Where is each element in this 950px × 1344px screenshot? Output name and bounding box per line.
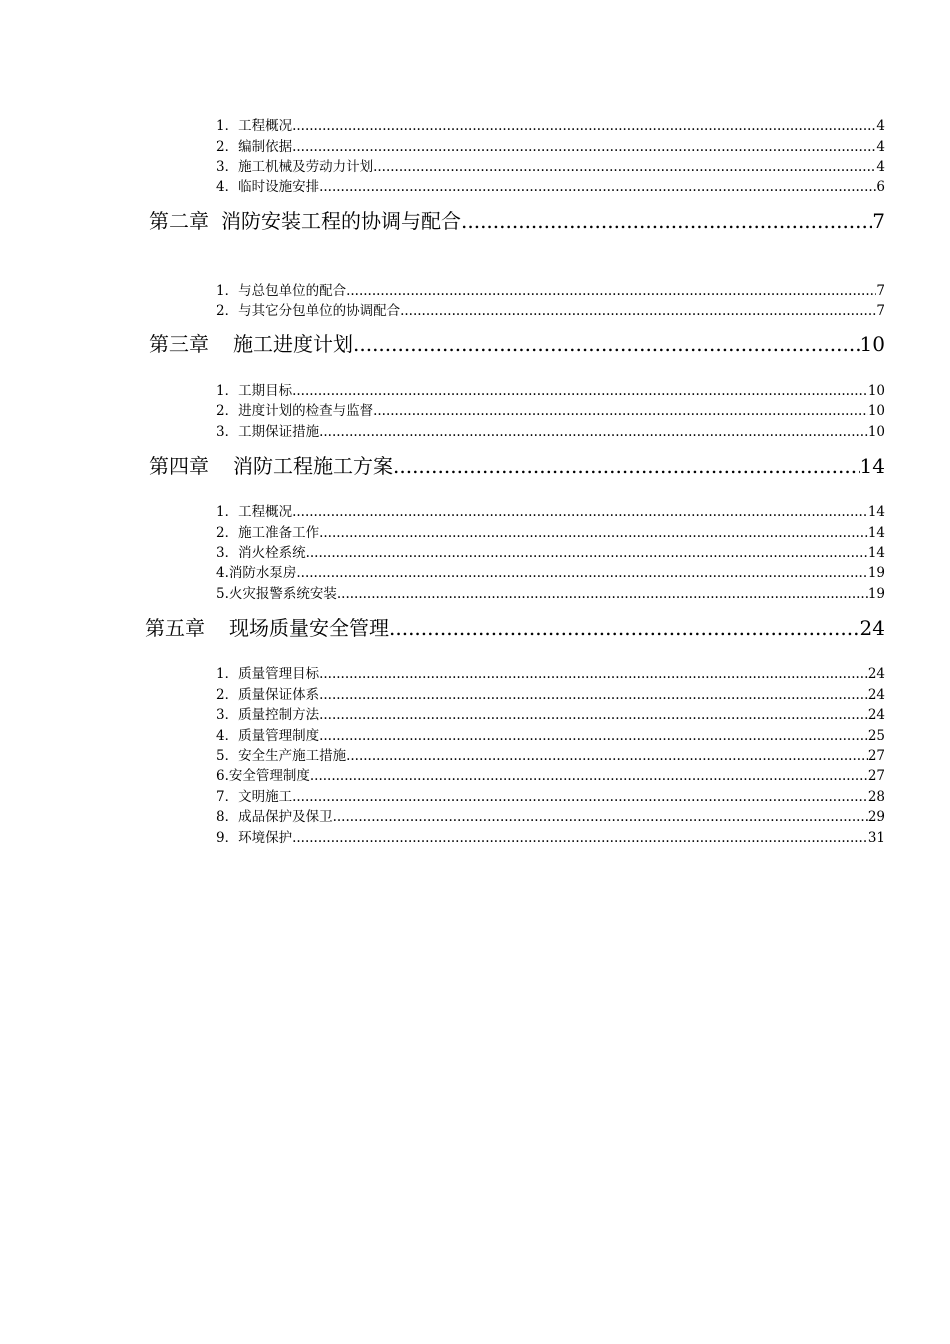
dot-leader <box>346 281 876 301</box>
toc-entry[interactable] <box>216 726 885 746</box>
toc-entry-number: 1． <box>216 383 239 399</box>
toc-entry-number: 5． <box>216 748 239 764</box>
toc-entry-number: 2． <box>216 303 239 319</box>
toc-entry-number: 7． <box>216 789 239 805</box>
dot-leader <box>319 664 868 684</box>
dot-leader <box>353 330 860 358</box>
toc-entry-page: 27 <box>867 748 885 764</box>
toc-entry-number: 2． <box>216 403 239 419</box>
toc-entry[interactable] <box>216 685 885 705</box>
dot-leader <box>292 137 876 157</box>
toc-entry[interactable] <box>216 705 885 725</box>
toc-chapter[interactable] <box>149 452 885 480</box>
chapter-page: 24 <box>859 616 885 640</box>
toc-entry-page: 7 <box>876 303 885 319</box>
toc-entry-title: 工期目标 <box>238 383 293 399</box>
dot-leader <box>393 452 860 480</box>
toc-entry-number: 3． <box>216 707 239 723</box>
toc-entry-number: 6. <box>216 768 229 784</box>
toc-entry-number: 2． <box>216 687 239 703</box>
toc-entry-title: 质量管理目标 <box>238 666 320 682</box>
toc-entry-title: 质量保证体系 <box>238 687 320 703</box>
toc-entry-page: 10 <box>867 424 885 440</box>
toc-entry-page: 31 <box>867 830 885 846</box>
dot-leader <box>346 746 868 766</box>
dot-leader <box>373 401 868 421</box>
toc-entry-number: 4． <box>216 728 239 744</box>
toc-entry-number: 5. <box>216 586 229 602</box>
toc-entry-page: 27 <box>867 768 885 784</box>
dot-leader <box>337 584 868 604</box>
dot-leader <box>292 116 876 136</box>
dot-leader <box>461 207 872 235</box>
dot-leader <box>296 563 867 583</box>
toc-entry-title: 安全生产施工措施 <box>238 748 347 764</box>
dot-leader <box>292 502 868 522</box>
toc-entry[interactable] <box>216 787 885 807</box>
toc-entry-number: 8． <box>216 809 239 825</box>
toc-entry-number: 1． <box>216 118 239 134</box>
chapter-page: 7 <box>872 209 885 233</box>
toc-chapter[interactable] <box>145 614 885 642</box>
toc-entry-title: 编制依据 <box>238 139 293 155</box>
toc-entry[interactable] <box>216 137 885 157</box>
dot-leader <box>333 807 868 827</box>
toc-entry-page: 19 <box>867 565 885 581</box>
toc-entry[interactable] <box>216 664 885 684</box>
dot-leader <box>306 543 868 563</box>
toc-entry-page: 4 <box>876 139 885 155</box>
toc-entry-title: 与总包单位的配合 <box>238 283 347 299</box>
dot-leader <box>319 685 868 705</box>
toc-entry-title: 成品保护及保卫 <box>238 809 333 825</box>
toc-entry[interactable] <box>216 116 885 136</box>
toc-entry[interactable] <box>216 828 885 848</box>
toc-entry-page: 24 <box>867 666 885 682</box>
toc-entry-page: 7 <box>876 283 885 299</box>
toc-chapter[interactable] <box>149 207 885 235</box>
toc-entry-page: 19 <box>867 586 885 602</box>
toc-entry-title: 消火栓系统 <box>238 545 306 561</box>
chapter-title: 消防工程施工方案 <box>233 454 393 478</box>
toc-entry-page: 4 <box>876 159 885 175</box>
toc-entry[interactable] <box>216 502 885 522</box>
toc-entry[interactable] <box>216 746 885 766</box>
toc-entry-title: 与其它分包单位的协调配合 <box>238 303 401 319</box>
toc-entry[interactable] <box>216 157 885 177</box>
toc-entry-number: 4． <box>216 179 239 195</box>
toc-entry-page: 24 <box>867 687 885 703</box>
toc-entry-number: 1． <box>216 283 239 299</box>
toc-entry[interactable] <box>216 766 885 786</box>
dot-leader <box>319 523 868 543</box>
toc-entry-title: 工程概况 <box>238 118 293 134</box>
toc-entry-title: 临时设施安排 <box>238 179 320 195</box>
toc-entry-page: 29 <box>867 809 885 825</box>
toc-entry-page: 6 <box>876 179 885 195</box>
chapter-title: 消防安装工程的协调与配合 <box>221 209 461 233</box>
dot-leader <box>310 766 868 786</box>
toc-entry-number: 3． <box>216 545 239 561</box>
toc-entry-title: 施工准备工作 <box>238 525 320 541</box>
toc-entry[interactable] <box>216 584 885 604</box>
dot-leader <box>319 726 868 746</box>
toc-entry-number: 3． <box>216 424 239 440</box>
toc-entry-title: 火灾报警系统安装 <box>228 586 337 602</box>
toc-entry-number: 4. <box>216 565 229 581</box>
toc-entry-number: 1． <box>216 666 239 682</box>
toc-entry-page: 28 <box>867 789 885 805</box>
chapter-label: 第三章 <box>149 332 209 356</box>
toc-entry[interactable] <box>216 422 885 442</box>
chapter-label: 第五章 <box>145 616 205 640</box>
chapter-label: 第四章 <box>149 454 209 478</box>
toc-entry-title: 环境保护 <box>238 830 293 846</box>
toc-chapter[interactable] <box>149 330 885 358</box>
toc-entry-title: 工程概况 <box>238 504 293 520</box>
dot-leader <box>400 301 876 321</box>
toc-entry-title: 进度计划的检查与监督 <box>238 403 374 419</box>
toc-entry-page: 14 <box>867 525 885 541</box>
toc-entry-number: 1． <box>216 504 239 520</box>
dot-leader <box>319 422 868 442</box>
toc-entry-page: 14 <box>867 504 885 520</box>
dot-leader <box>319 177 876 197</box>
dot-leader <box>389 614 860 642</box>
toc-entry[interactable] <box>216 543 885 563</box>
dot-leader <box>292 828 868 848</box>
toc-entry[interactable] <box>216 381 885 401</box>
toc-entry-number: 2． <box>216 525 239 541</box>
toc-entry-title: 安全管理制度 <box>228 768 310 784</box>
toc-entry[interactable] <box>216 523 885 543</box>
toc-entry[interactable] <box>216 301 885 321</box>
toc-entry-page: 14 <box>867 545 885 561</box>
dot-leader <box>373 157 876 177</box>
toc-entry[interactable] <box>216 563 885 583</box>
toc-entry-page: 25 <box>867 728 885 744</box>
toc-entry-title: 施工机械及劳动力计划 <box>238 159 374 175</box>
toc-entry[interactable] <box>216 177 885 197</box>
toc-entry-page: 24 <box>867 707 885 723</box>
toc-entry-number: 2． <box>216 139 239 155</box>
toc-entry-number: 3． <box>216 159 239 175</box>
toc-entry-page: 4 <box>876 118 885 134</box>
toc-entry-number: 9． <box>216 830 239 846</box>
toc-entry[interactable] <box>216 807 885 827</box>
dot-leader <box>292 787 868 807</box>
toc-entry-title: 工期保证措施 <box>238 424 320 440</box>
chapter-title: 施工进度计划 <box>233 332 353 356</box>
chapter-title: 现场质量安全管理 <box>229 616 389 640</box>
toc-entry[interactable] <box>216 401 885 421</box>
toc-entry-title: 质量管理制度 <box>238 728 320 744</box>
dot-leader <box>319 705 868 725</box>
chapter-label: 第二章 <box>149 209 209 233</box>
toc-entry-title: 质量控制方法 <box>238 707 320 723</box>
dot-leader <box>292 381 868 401</box>
toc-entry-title: 消防水泵房 <box>228 565 297 581</box>
toc-entry-page: 10 <box>867 383 885 399</box>
toc-entry[interactable] <box>216 281 885 301</box>
toc-entry-title: 文明施工 <box>238 789 293 805</box>
chapter-page: 14 <box>859 454 885 478</box>
chapter-page: 10 <box>859 332 885 356</box>
toc-entry-page: 10 <box>867 403 885 419</box>
